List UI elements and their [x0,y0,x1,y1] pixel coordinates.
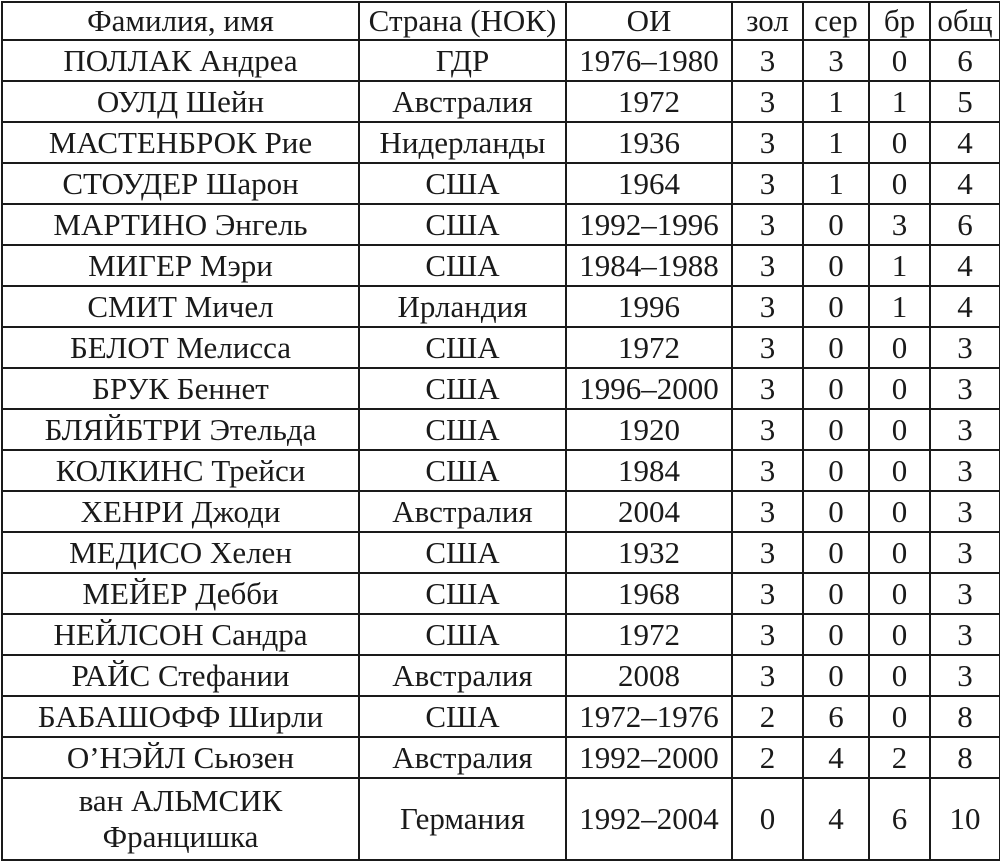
cell-silver: 0 [803,204,869,245]
cell-total: 5 [930,81,1000,122]
table-row [2,286,1000,327]
cell-country: США [359,614,566,655]
table-row [2,409,1000,450]
cell-total: 3 [930,573,1000,614]
header-name: Фамилия, имя [2,2,359,40]
table-row [2,122,1000,163]
cell-total: 8 [930,737,1000,778]
table-row [2,737,1000,778]
cell-gold: 3 [732,163,803,204]
table-body [2,40,1000,860]
cell-games: 1936 [566,122,732,163]
cell-name: БАБАШОФФ Ширли [2,696,359,737]
cell-gold: 3 [732,409,803,450]
cell-total: 3 [930,532,1000,573]
cell-total: 3 [930,450,1000,491]
cell-silver: 0 [803,409,869,450]
cell-country: США [359,245,566,286]
cell-country: Австралия [359,655,566,696]
cell-silver: 1 [803,163,869,204]
cell-country: США [359,327,566,368]
cell-country: США [359,409,566,450]
cell-games: 1996–2000 [566,368,732,409]
cell-games: 1964 [566,163,732,204]
cell-bronze: 1 [869,245,930,286]
cell-bronze: 3 [869,204,930,245]
cell-total: 4 [930,122,1000,163]
cell-name: НЕЙЛСОН Сандра [2,614,359,655]
cell-bronze: 0 [869,450,930,491]
cell-silver: 0 [803,450,869,491]
cell-gold: 3 [732,204,803,245]
cell-games: 1972 [566,81,732,122]
cell-name: БЕЛОТ Мелисса [2,327,359,368]
table-row [2,573,1000,614]
cell-total: 10 [930,778,1000,860]
cell-total: 4 [930,163,1000,204]
cell-country: Австралия [359,81,566,122]
table-row [2,204,1000,245]
cell-total: 3 [930,368,1000,409]
cell-gold: 3 [732,614,803,655]
cell-total: 4 [930,245,1000,286]
cell-silver: 0 [803,368,869,409]
header-total: общ [930,2,1000,40]
cell-bronze: 2 [869,737,930,778]
cell-gold: 3 [732,286,803,327]
cell-gold: 3 [732,327,803,368]
cell-silver: 0 [803,286,869,327]
cell-name: ван АЛЬМСИК Францишка [2,778,359,860]
cell-total: 3 [930,655,1000,696]
cell-total: 3 [930,409,1000,450]
cell-games: 1972–1976 [566,696,732,737]
header-country: Страна (НОК) [359,2,566,40]
cell-silver: 1 [803,122,869,163]
cell-country: США [359,163,566,204]
cell-gold: 3 [732,655,803,696]
table-row [2,368,1000,409]
cell-country: Австралия [359,737,566,778]
table-row [2,532,1000,573]
table-row [2,450,1000,491]
cell-name: ПОЛЛАК Андреа [2,40,359,81]
cell-country: США [359,573,566,614]
cell-total: 8 [930,696,1000,737]
cell-silver: 0 [803,491,869,532]
cell-silver: 0 [803,573,869,614]
cell-name: РАЙС Стефании [2,655,359,696]
header-bronze: бр [869,2,930,40]
cell-bronze: 0 [869,122,930,163]
cell-gold: 3 [732,368,803,409]
cell-total: 3 [930,614,1000,655]
cell-games: 1984–1988 [566,245,732,286]
cell-name: МИГЕР Мэри [2,245,359,286]
cell-bronze: 0 [869,163,930,204]
header-games: ОИ [566,2,732,40]
cell-games: 1920 [566,409,732,450]
cell-country: Ирландия [359,286,566,327]
cell-name: МЕЙЕР Дебби [2,573,359,614]
cell-name: МЕДИСО Хелен [2,532,359,573]
cell-gold: 3 [732,40,803,81]
cell-gold: 3 [732,245,803,286]
cell-bronze: 0 [869,368,930,409]
cell-games: 2004 [566,491,732,532]
cell-silver: 0 [803,532,869,573]
header-silver: сер [803,2,869,40]
table-header [2,2,1000,40]
cell-name: СТОУДЕР Шарон [2,163,359,204]
cell-gold: 3 [732,573,803,614]
cell-bronze: 1 [869,286,930,327]
cell-bronze: 0 [869,491,930,532]
cell-gold: 3 [732,122,803,163]
header-row [2,2,1000,40]
cell-country: США [359,368,566,409]
table-row [2,696,1000,737]
cell-country: Нидерланды [359,122,566,163]
table-row [2,778,1000,860]
table-row [2,655,1000,696]
cell-country: США [359,696,566,737]
cell-name: БРУК Беннет [2,368,359,409]
table-row [2,327,1000,368]
cell-bronze: 0 [869,614,930,655]
cell-bronze: 0 [869,696,930,737]
cell-country: США [359,532,566,573]
cell-bronze: 0 [869,40,930,81]
cell-name: МАРТИНО Энгель [2,204,359,245]
cell-bronze: 0 [869,655,930,696]
cell-gold: 0 [732,778,803,860]
cell-country: США [359,204,566,245]
cell-games: 1992–2000 [566,737,732,778]
medal-table [1,1,1000,861]
cell-silver: 4 [803,778,869,860]
header-gold: зол [732,2,803,40]
table-row [2,40,1000,81]
cell-games: 2008 [566,655,732,696]
cell-silver: 1 [803,81,869,122]
cell-name: ХЕНРИ Джоди [2,491,359,532]
table-row [2,163,1000,204]
cell-country: США [359,450,566,491]
cell-silver: 6 [803,696,869,737]
cell-gold: 3 [732,450,803,491]
cell-bronze: 0 [869,327,930,368]
cell-gold: 2 [732,696,803,737]
cell-gold: 3 [732,491,803,532]
cell-silver: 0 [803,614,869,655]
cell-name: МАСТЕНБРОК Рие [2,122,359,163]
cell-total: 6 [930,204,1000,245]
cell-games: 1972 [566,614,732,655]
cell-games: 1976–1980 [566,40,732,81]
cell-gold: 3 [732,81,803,122]
cell-games: 1992–1996 [566,204,732,245]
cell-silver: 0 [803,245,869,286]
cell-games: 1932 [566,532,732,573]
cell-total: 3 [930,491,1000,532]
cell-bronze: 0 [869,409,930,450]
table-row [2,81,1000,122]
cell-total: 6 [930,40,1000,81]
cell-country: Германия [359,778,566,860]
cell-name: КОЛКИНС Трейси [2,450,359,491]
cell-name: БЛЯЙБТРИ Этельда [2,409,359,450]
cell-name: О’НЭЙЛ Сьюзен [2,737,359,778]
cell-name: СМИТ Мичел [2,286,359,327]
table-row [2,614,1000,655]
cell-name: ОУЛД Шейн [2,81,359,122]
cell-games: 1992–2004 [566,778,732,860]
cell-bronze: 0 [869,573,930,614]
cell-silver: 0 [803,327,869,368]
cell-bronze: 1 [869,81,930,122]
cell-games: 1972 [566,327,732,368]
cell-bronze: 6 [869,778,930,860]
cell-country: Австралия [359,491,566,532]
cell-silver: 3 [803,40,869,81]
cell-silver: 4 [803,737,869,778]
cell-games: 1968 [566,573,732,614]
cell-silver: 0 [803,655,869,696]
cell-total: 4 [930,286,1000,327]
cell-games: 1996 [566,286,732,327]
cell-country: ГДР [359,40,566,81]
cell-games: 1984 [566,450,732,491]
cell-gold: 3 [732,532,803,573]
cell-bronze: 0 [869,532,930,573]
cell-gold: 2 [732,737,803,778]
table-row [2,491,1000,532]
table-row [2,245,1000,286]
cell-total: 3 [930,327,1000,368]
